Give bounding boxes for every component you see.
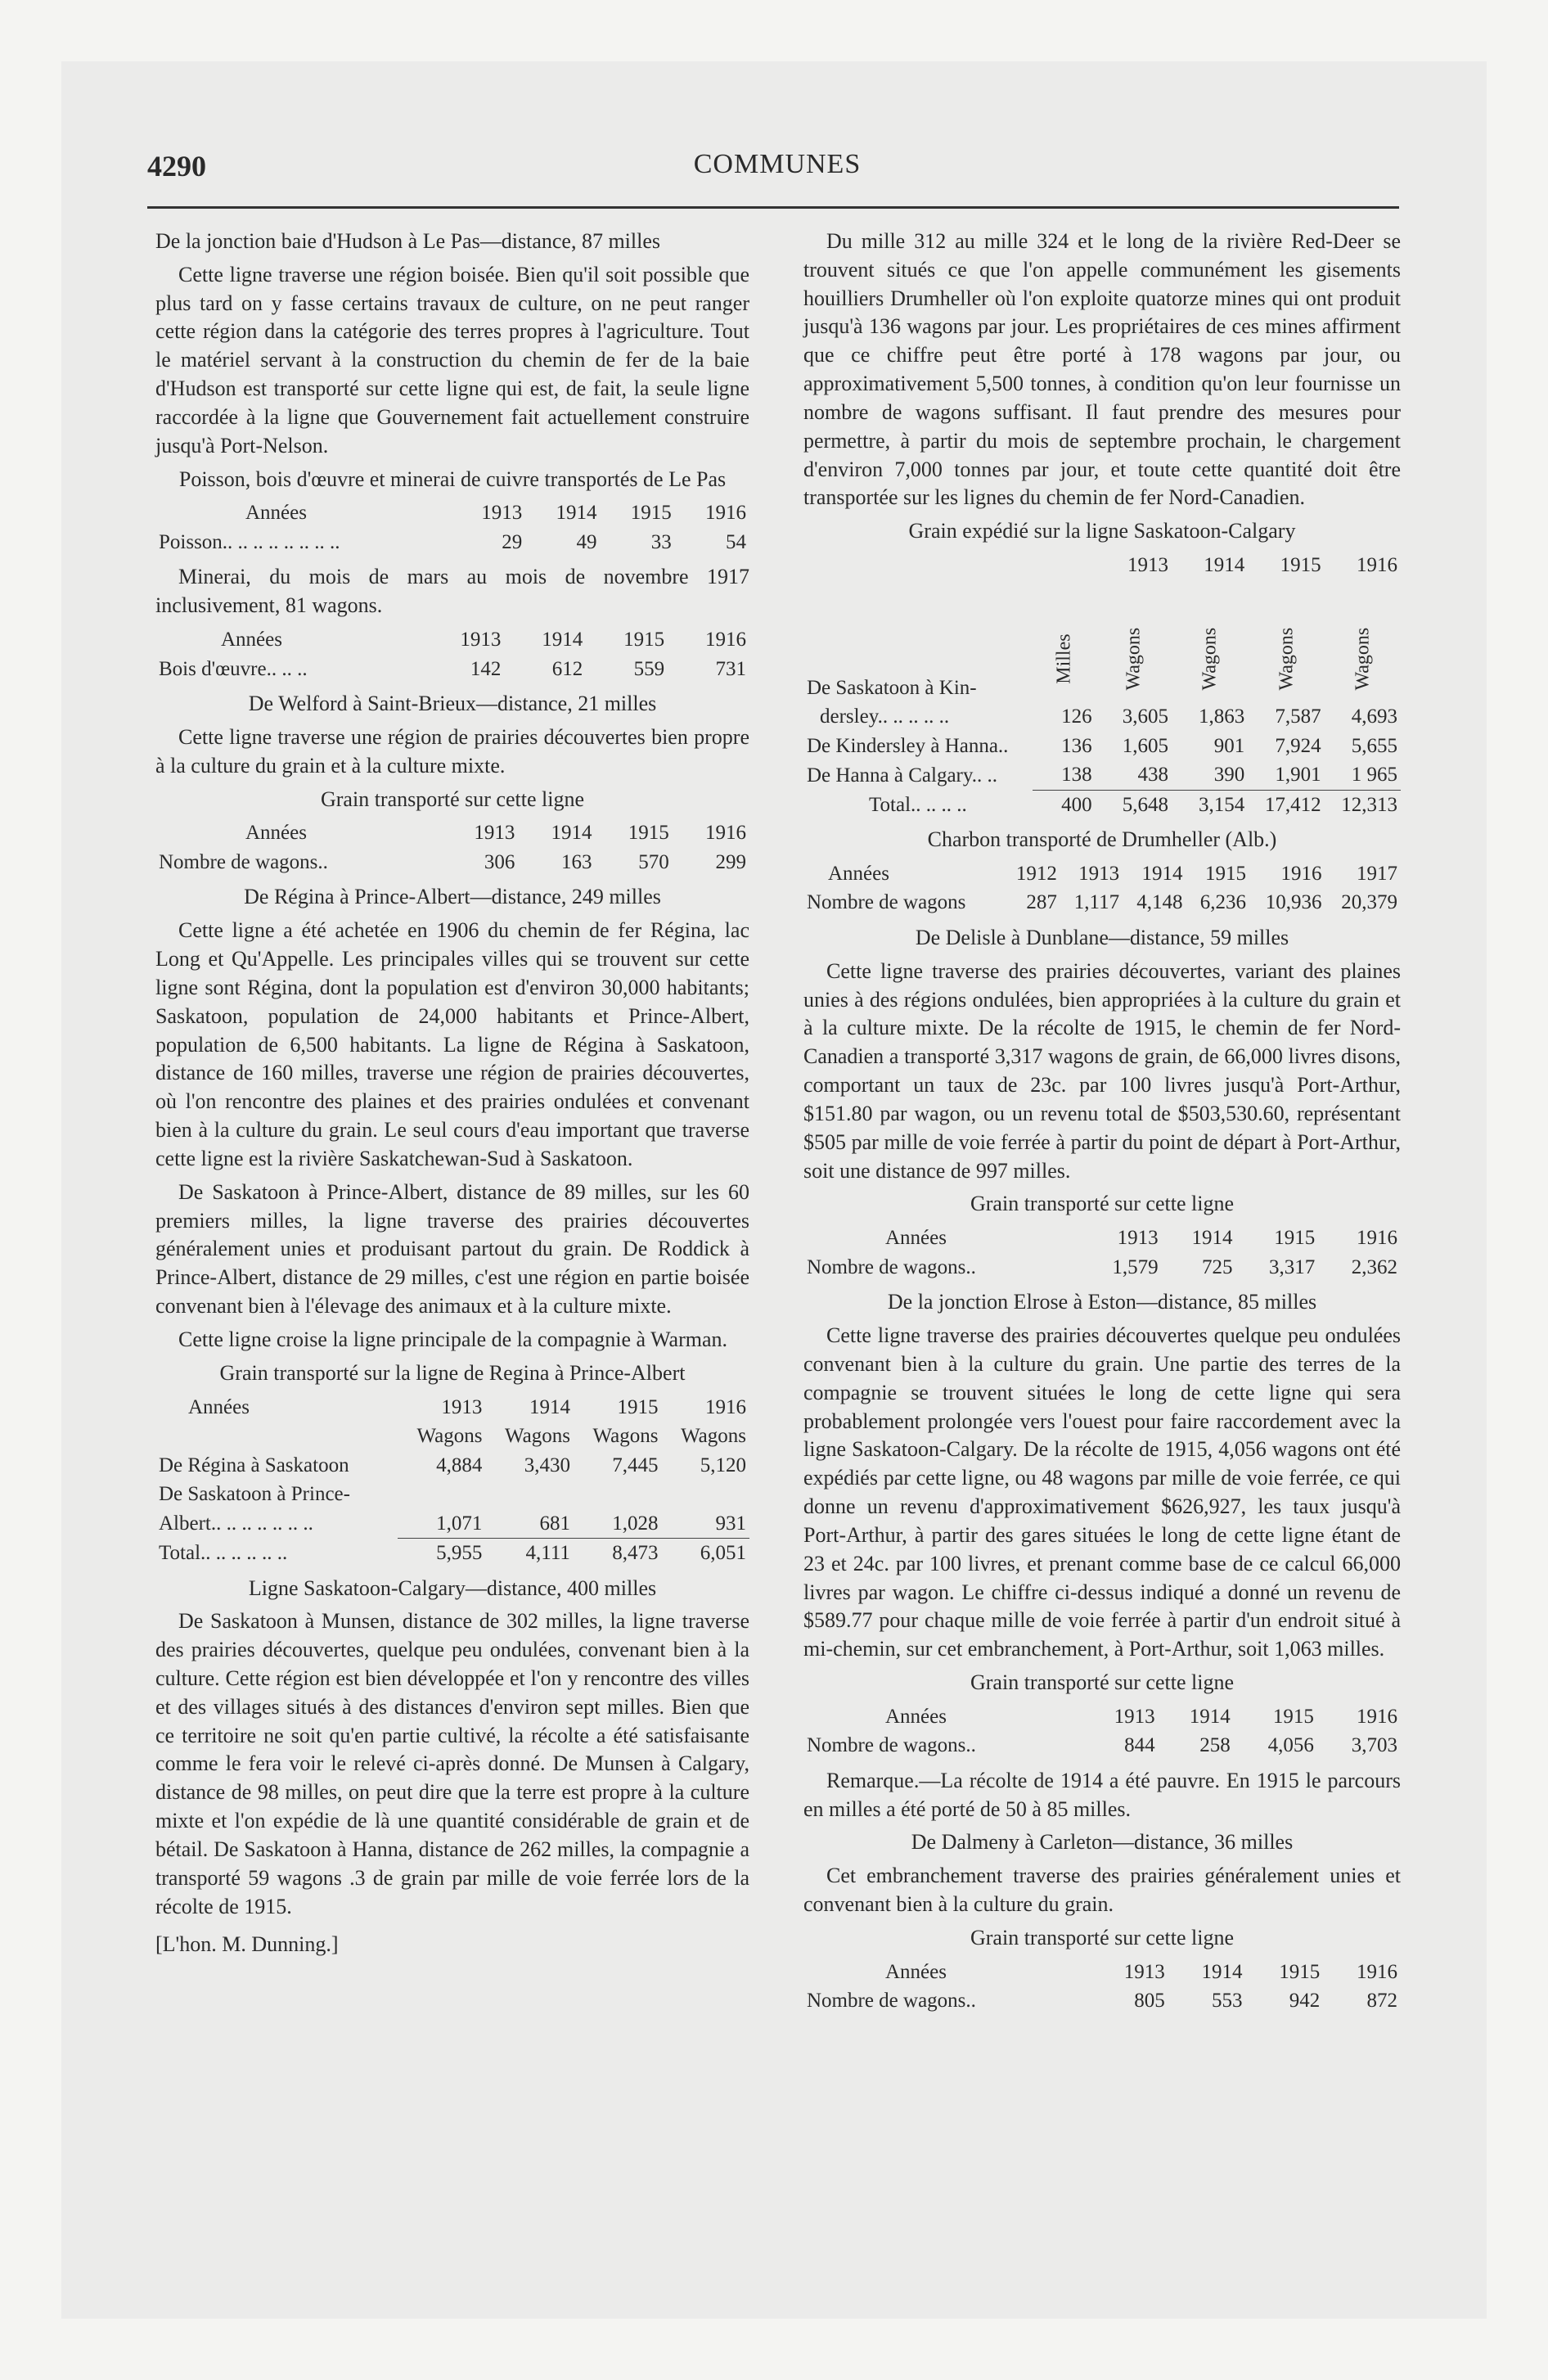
row-label: dersley.. .. .. .. .. xyxy=(820,705,950,728)
year-cell: 1913 xyxy=(460,629,502,651)
value-cell: 844 xyxy=(1124,1734,1155,1757)
table-title: Grain transporté sur cette ligne xyxy=(970,1192,1234,1216)
year-cell: 1915 xyxy=(628,822,669,845)
total-cell: 4,111 xyxy=(485,1539,574,1568)
table-title: Grain expédié sur la ligne Saskatoon-Calgary xyxy=(908,519,1296,543)
total-cell: 5,648 xyxy=(1096,790,1172,819)
value-cell: 20,379 xyxy=(1341,891,1397,914)
section-heading: De Dalmeny à Carleton—distance, 36 milles xyxy=(911,1830,1294,1855)
year-cell: 1916 xyxy=(1280,862,1322,885)
paragraph: Minerai, du mois de mars au mois de novembre 1917 inclusivement, 81 wagons. xyxy=(155,565,749,618)
value-cell: 901 xyxy=(1213,734,1245,757)
value-cell: 553 xyxy=(1212,1990,1243,2013)
year-cell: 1914 xyxy=(542,629,583,651)
rotated-header: Wagons xyxy=(1275,627,1297,691)
year-cell: 1916 xyxy=(1357,554,1397,577)
speaker-attribution: [L'hon. M. Dunning.] xyxy=(155,1932,339,1957)
value-cell: 54 xyxy=(726,530,746,553)
year-cell: 1917 xyxy=(1357,862,1397,885)
rotated-header: Wagons xyxy=(1199,627,1221,691)
years-header: Années xyxy=(885,1960,947,1983)
value-cell: 10,936 xyxy=(1265,891,1322,914)
year-cell: 1913 xyxy=(1123,1960,1165,1983)
rotated-header: Wagons xyxy=(1352,627,1374,691)
value-cell: 4,148 xyxy=(1136,891,1183,914)
value-cell: 1,901 xyxy=(1275,764,1321,787)
table-grain-regina xyxy=(155,1393,749,1568)
year-cell: 1915 xyxy=(1274,1227,1316,1250)
rotated-header: Wagons xyxy=(1123,627,1145,691)
total-cell: 17,412 xyxy=(1248,790,1324,819)
row-label: Nombre de wagons.. xyxy=(159,850,328,873)
row-label: Albert.. .. .. .. .. .. .. xyxy=(159,1512,313,1535)
value-cell: 872 xyxy=(1366,1990,1397,2013)
year-cell: 1913 xyxy=(441,1395,483,1418)
year-cell: 1915 xyxy=(1279,1960,1321,1983)
row-label: De Kindersley à Hanna.. xyxy=(807,734,1009,757)
value-cell: 1,028 xyxy=(612,1512,659,1535)
total-cell: 12,313 xyxy=(1325,790,1401,819)
years-header: Années xyxy=(885,1227,947,1250)
table-coal-drumheller xyxy=(803,859,1401,917)
table-grain-elrose xyxy=(803,1702,1401,1760)
value-cell: 5,655 xyxy=(1351,734,1397,757)
table-title: Poisson, bois d'œuvre et minerai de cuivre transportés de Le Pas xyxy=(178,467,727,491)
value-cell: 306 xyxy=(484,850,515,873)
row-label: Poisson.. .. .. .. .. .. .. .. xyxy=(159,530,340,553)
remark: Remarque.—La récolte de 1914 a été pauvre. En 1915 le parcours en milles a été porté de 50 à 85 milles. xyxy=(803,1768,1401,1821)
section-heading: De Welford à Saint-Brieux—distance, 21 milles xyxy=(248,692,657,716)
year-cell: 1916 xyxy=(705,629,746,651)
value-cell: 126 xyxy=(1061,705,1092,728)
value-cell: 4,693 xyxy=(1351,705,1397,728)
value-cell xyxy=(574,1480,662,1509)
year-cell: 1914 xyxy=(1191,1227,1233,1250)
table-title: Grain transporté sur la ligne de Regina à Prince-Albert xyxy=(219,1360,686,1385)
table-title: Grain transporté sur cette ligne xyxy=(321,787,584,811)
value-cell xyxy=(661,1480,749,1509)
year-cell: 1916 xyxy=(705,822,746,845)
value-cell xyxy=(485,1480,574,1509)
unit-cell: Wagons xyxy=(592,1425,659,1447)
paragraph: Cette ligne a été achetée en 1906 du chemin de fer Régina, lac Long et Qu'Appelle. Les principales villes qui se trouvent sur cette ligne sont Régina, dont la population est d'environ 30,000 habitants; Saskatoon, population de 24,000 habitants et Prince-Albert, population de 6,500 habitants. La ligne de Régina à Saskatoon, distance de 160 milles, traverse une région de prairies découvertes, où l'on rencontre des plaines et des prairies ondulées et convenant bien à la culture du grain. Le seul cours d'eau important que traverse cette ligne est la rivière Saskatchewan-Sud à Saskatoon. xyxy=(155,918,749,1170)
table-grain-welford xyxy=(155,818,749,877)
year-cell: 1916 xyxy=(1357,1705,1397,1728)
rotated-header: Milles xyxy=(1053,633,1075,684)
total-label: Total.. .. .. .. xyxy=(869,793,967,816)
row-label: De Saskatoon à Kin- xyxy=(807,676,977,699)
years-header: Années xyxy=(188,1395,250,1418)
paragraph: Cette ligne traverse une région de prairies découvertes bien propre à la culture du grain et à la culture mixte. xyxy=(155,724,749,778)
years-header: Années xyxy=(245,502,307,525)
year-cell: 1914 xyxy=(556,502,597,525)
paragraph: Cet embranchement traverse des prairies généralement unies et convenant bien à la culture du grain. xyxy=(803,1864,1401,1917)
year-cell: 1913 xyxy=(1114,1705,1155,1728)
table-title: Grain transporté sur cette ligne xyxy=(970,1925,1234,1950)
value-cell: 4,056 xyxy=(1267,1734,1314,1757)
value-cell: 299 xyxy=(715,850,746,873)
value-cell: 4,884 xyxy=(436,1454,483,1476)
running-title: COMMUNES xyxy=(693,149,862,179)
value-cell: 3,317 xyxy=(1269,1255,1316,1278)
table-fish xyxy=(155,498,749,557)
year-cell: 1913 xyxy=(1117,1227,1159,1250)
row-label: De Hanna à Calgary.. .. xyxy=(807,764,998,787)
year-cell: 1914 xyxy=(1204,554,1245,577)
row-label: De Saskatoon à Prince- xyxy=(159,1483,350,1505)
left-column xyxy=(155,228,749,1964)
value-cell: 1,071 xyxy=(436,1512,483,1535)
years-header: Années xyxy=(221,629,282,651)
table-grain-calgary xyxy=(803,551,1401,819)
value-cell: 559 xyxy=(633,657,665,680)
value-cell: 163 xyxy=(561,850,592,873)
year-cell: 1913 xyxy=(481,502,523,525)
page-number: 4290 xyxy=(147,150,206,183)
section-heading: De Régina à Prince-Albert—distance, 249 milles xyxy=(244,885,661,909)
row-label: Nombre de wagons.. xyxy=(807,1990,976,2013)
total-cell: 6,051 xyxy=(661,1539,749,1568)
value-cell: 1,117 xyxy=(1073,891,1120,914)
total-cell: 3,154 xyxy=(1172,790,1248,819)
row-label: Nombre de wagons.. xyxy=(807,1734,976,1757)
value-cell: 287 xyxy=(1026,891,1057,914)
unit-cell: Wagons xyxy=(505,1425,570,1447)
value-cell: 931 xyxy=(715,1512,746,1535)
year-cell: 1914 xyxy=(529,1395,570,1418)
value-cell: 805 xyxy=(1134,1990,1165,2013)
value-cell: 681 xyxy=(539,1512,570,1535)
year-cell: 1914 xyxy=(1141,862,1183,885)
row-label: Nombre de wagons.. xyxy=(807,1255,976,1278)
years-header: Années xyxy=(885,1705,947,1728)
total-cell: 400 xyxy=(1033,790,1095,819)
header-rule xyxy=(147,206,1399,209)
section-heading: De Delisle à Dunblane—distance, 59 milles xyxy=(915,925,1289,949)
unit-cell: Wagons xyxy=(681,1425,746,1447)
row-label: De Régina à Saskatoon xyxy=(159,1454,349,1476)
year-cell: 1916 xyxy=(705,1395,746,1418)
value-cell: 1 965 xyxy=(1351,764,1397,787)
year-cell: 1913 xyxy=(474,822,515,845)
paragraph: Cette ligne traverse des prairies découvertes quelque peu ondulées convenant bien à la culture du grain. Une partie des terres de la compagnie se trouvent situées le long de cette ligne qui sera probablement prolongée vers l'ouest pour faire raccordement avec la ligne Saskatoon-Calgary. De la récolte de 1915, 4,056 wagons ont été expédiés par cette ligne, ou 48 wagons par mille de voie ferrée, ce qui donne un revenu d'approximativement $626,927, les taux jusqu'à Port-Arthur, à partir des gares situées le long de cette ligne étant de 23 et 24c. par 100 livres, et prenant comme base de ce calcul 66,000 livres par wagon. Le chiffre ci-dessus indiqué a donné un revenu de $589.77 pour chaque mille de voie ferrée à partir d'un endroit situé à mi-chemin, sur cet embranchement, à Port-Arthur, soit 1,063 milles. xyxy=(803,1323,1401,1661)
paragraph: Cette ligne traverse des prairies découvertes, variant des plaines unies à des régions ondulées, bien appropriées à la culture du grain et à la culture mixte. De la récolte de 1915, le chemin de fer Nord-Canadien a transporté 3,317 wagons de grain, de 66,000 livres disons, comportant un taux de 23c. par 100 livres jusqu'à Port-Arthur, $151.80 par wagon, ou un revenu total de $503,530.60, représentant $505 par mille de voie ferrée à partir du point de départ à Port-Arthur, soit une distance de 997 milles. xyxy=(803,958,1401,1183)
year-cell: 1915 xyxy=(630,502,672,525)
row-label: Bois d'œuvre.. .. .. xyxy=(159,657,308,680)
year-cell: 1916 xyxy=(705,502,746,525)
table-wood xyxy=(155,625,749,683)
year-cell: 1916 xyxy=(1357,1960,1397,1983)
value-cell: 49 xyxy=(576,530,597,553)
total-cell: 8,473 xyxy=(574,1539,662,1568)
value-cell xyxy=(398,1480,486,1509)
value-cell: 138 xyxy=(1061,764,1092,787)
value-cell: 2,362 xyxy=(1351,1255,1397,1278)
value-cell: 3,430 xyxy=(524,1454,570,1476)
table-grain-delisle xyxy=(803,1224,1401,1282)
value-cell: 3,703 xyxy=(1351,1734,1397,1757)
value-cell: 7,924 xyxy=(1275,734,1321,757)
value-cell: 731 xyxy=(715,657,746,680)
value-cell: 390 xyxy=(1213,764,1245,787)
year-cell: 1914 xyxy=(551,822,592,845)
section-heading: De la jonction Elrose à Eston—distance, 85 milles xyxy=(887,1290,1317,1314)
value-cell: 725 xyxy=(1202,1255,1233,1278)
section-heading: Ligne Saskatoon-Calgary—distance, 400 milles xyxy=(248,1575,657,1600)
year-cell: 1915 xyxy=(623,629,665,651)
value-cell: 5,120 xyxy=(700,1454,746,1476)
right-column xyxy=(803,228,1401,2022)
table-title: Charbon transporté de Drumheller (Alb.) xyxy=(927,827,1277,852)
value-cell: 438 xyxy=(1137,764,1168,787)
year-cell: 1915 xyxy=(617,1395,659,1418)
value-cell: 570 xyxy=(638,850,669,873)
year-cell: 1912 xyxy=(1015,862,1057,885)
paragraph: De Saskatoon à Munsen, distance de 302 milles, la ligne traverse des prairies découvertes, quelque peu ondulées, convenant bien à la culture. Cette région est bien développée et l'on y rencontre des villes et des villages situés à des distances d'environ sept milles. Bien que ce territoire ne soit qu'en partie cultivé, la récolte a été satisfaisante comme le fera voir le relevé ci-après donné. De Munsen à Calgary, distance de 98 milles, on peut dire que la terre est propre à la culture mixte et l'on expédie de là une quantité considérable de grain et de bétail. De Saskatoon à Hanna, distance de 262 milles, la compagnie a transporté 59 wagons .3 de grain par mille de voie ferrée lors de la récolte de 1915. xyxy=(155,1609,749,1918)
value-cell: 33 xyxy=(650,530,672,553)
year-cell: 1913 xyxy=(1078,862,1120,885)
value-cell: 1,605 xyxy=(1122,734,1168,757)
value-cell: 29 xyxy=(502,530,523,553)
paragraph: De Saskatoon à Prince-Albert, distance de 89 milles, sur les 60 premiers milles, la ligne traverse des prairies découvertes généralement unies et produisant partout du grain. De Roddick à Prince-Albert, distance de 29 milles, c'est une région en partie boisée convenant bien à l'élevage des animaux et à la culture mixte. xyxy=(155,1179,749,1318)
years-header: Années xyxy=(245,822,307,845)
paragraph: Cette ligne croise la ligne principale de la compagnie à Warman. xyxy=(178,1327,727,1351)
year-cell: 1913 xyxy=(1127,554,1168,577)
value-cell: 7,445 xyxy=(612,1454,659,1476)
paragraph: Cette ligne traverse une région boisée. Bien qu'il soit possible que plus tard on y fasse certains travaux de culture, on ne peut ranger cette région dans la catégorie des terres propres à l'agriculture. Tout le matériel servant à la construction du chemin de fer de la baie d'Hudson est transporté sur cette ligne qui est, de fait, la seule ligne raccordée à la ligne que Gouvernement fait actuellement construire jusqu'à Port-Nelson. xyxy=(155,262,749,458)
value-cell: 3,605 xyxy=(1122,705,1168,728)
year-cell: 1915 xyxy=(1280,554,1321,577)
year-cell: 1915 xyxy=(1204,862,1246,885)
value-cell: 6,236 xyxy=(1199,891,1246,914)
value-cell: 136 xyxy=(1061,734,1092,757)
unit-cell: Wagons xyxy=(416,1425,483,1447)
value-cell: 1,579 xyxy=(1112,1255,1159,1278)
year-cell: 1914 xyxy=(1201,1960,1243,1983)
value-cell: 142 xyxy=(470,657,502,680)
year-cell: 1916 xyxy=(1357,1227,1397,1250)
table-title: Grain transporté sur cette ligne xyxy=(970,1670,1234,1694)
total-cell: 5,955 xyxy=(398,1539,486,1568)
value-cell: 612 xyxy=(551,657,583,680)
row-label: Nombre de wagons xyxy=(807,891,966,914)
years-header: Années xyxy=(828,862,889,885)
value-cell: 258 xyxy=(1199,1734,1231,1757)
paragraph: Du mille 312 au mille 324 et le long de la rivière Red-Deer se trouvent situés ce que l'on appelle communément les gisements houilliers Drumheller où l'on exploite quatorze mines qui ont produit jusqu'à 136 wagons par jour. Les propriétaires de ces mines affirment que ce chiffre peut être porté à 178 wagons par jour, ou approximativement 5,500 tonnes, à condition qu'on leur fournisse un nombre de wagons suffisant. Il faut prendre des mesures pour permettre, à partir du mois de septembre prochain, le chargement d'environ 7,000 tonnes par jour, et toute cette quantité doit être transportée sur les lignes du chemin de fer Nord-Canadien. xyxy=(803,229,1401,510)
table-grain-dalmeny xyxy=(803,1958,1401,2016)
value-cell: 942 xyxy=(1289,1990,1321,2013)
value-cell: 7,587 xyxy=(1275,705,1321,728)
year-cell: 1915 xyxy=(1272,1705,1314,1728)
total-label: Total.. .. .. .. .. .. xyxy=(159,1542,288,1564)
value-cell: 1,863 xyxy=(1199,705,1245,728)
section-heading: De la jonction baie d'Hudson à Le Pas—distance, 87 milles xyxy=(155,229,660,253)
year-cell: 1914 xyxy=(1189,1705,1231,1728)
page-header xyxy=(147,149,1407,190)
